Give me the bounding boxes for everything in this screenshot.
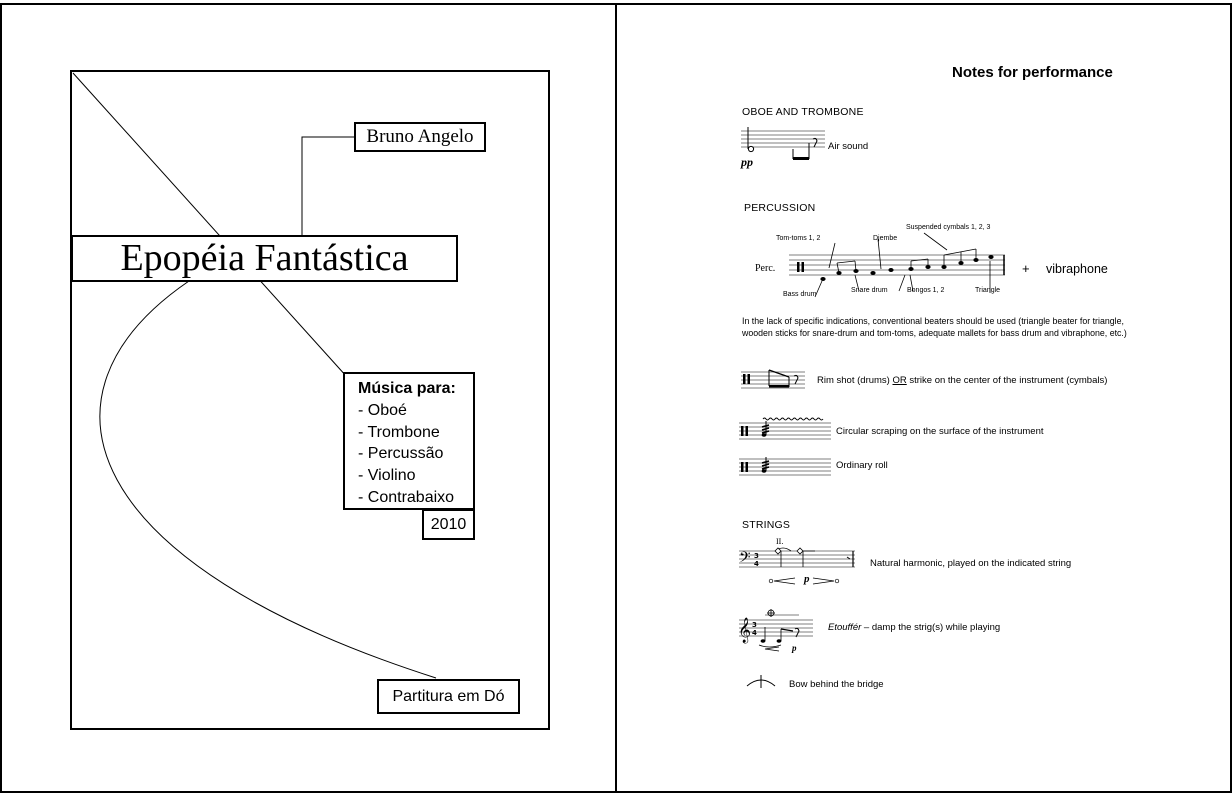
svg-text:4: 4	[754, 560, 759, 568]
perc-staff-label: Perc.	[755, 263, 776, 274]
cover-decoration	[2, 5, 619, 795]
label-djembe: Djembe	[873, 235, 898, 242]
circular-scraping-text: Circular scraping on the surface of the instrument	[836, 426, 1044, 437]
etouffer-text	[828, 622, 1000, 633]
rim-shot-or: OR	[892, 375, 907, 386]
label-bongos: Bongos 1, 2	[907, 287, 945, 294]
label-suspended-cymbals: Suspended cymbals 1, 2, 3	[906, 224, 991, 231]
plus-sign: +	[1022, 261, 1030, 276]
air-sound-dynamic: pp	[741, 155, 753, 169]
etouffer-notation	[737, 605, 817, 653]
etouffer-dynamic: p	[792, 643, 797, 653]
instrumentation-box	[343, 372, 475, 510]
work-title: Epopéia Fantástica	[71, 235, 458, 282]
ordinary-roll-text: Ordinary roll	[836, 460, 888, 471]
notes-page	[615, 3, 1232, 793]
notes-title: Notes for performance	[952, 64, 1113, 81]
circular-scraping-notation	[737, 417, 837, 443]
instrument-trombone: - Trombone	[358, 423, 440, 441]
instrumentation-heading: Música para:	[358, 380, 456, 397]
cover-page	[0, 3, 617, 793]
rim-shot-notation	[739, 368, 809, 392]
percussion-notation	[787, 241, 1027, 311]
air-sound-label: Air sound	[828, 141, 869, 152]
rim-shot-text	[817, 375, 1107, 386]
label-snare-drum: Snare drum	[851, 287, 888, 294]
label-triangle: Triangle	[975, 287, 1001, 294]
composer-name: Bruno Angelo	[354, 122, 486, 152]
svg-text:3: 3	[754, 552, 759, 560]
percussion-heading: PERCUSSION	[744, 202, 816, 214]
natural-harmonic-text: Natural harmonic, played on the indicated string	[870, 558, 1072, 569]
svg-text:𝄞: 𝄞	[738, 618, 752, 643]
label-bass-drum: Bass drum	[783, 291, 817, 298]
bow-bridge-text: Bow behind the bridge	[789, 679, 884, 690]
bow-bridge-icon	[745, 673, 779, 689]
etouffer-desc: – damp the strig(s) while playing	[861, 622, 1001, 633]
beaters-text-line2: wooden sticks for snare-drum and tom-toms, adequate mallets for bass drum and vibraphone, etc.)	[742, 328, 1127, 338]
score-type-box: Partitura em Dó	[377, 679, 520, 714]
instrument-percussion: - Percussão	[358, 445, 444, 463]
ordinary-roll-notation	[737, 455, 837, 481]
natural-harmonic-notation	[737, 545, 862, 587]
svg-text:𝄢: 𝄢	[739, 549, 751, 570]
natural-harmonic-dynamic: p	[804, 573, 810, 585]
instrument-oboe: - Oboé	[358, 401, 407, 419]
year-box: 2010	[422, 509, 475, 540]
oboe-trombone-heading: OBOE AND TROMBONE	[742, 106, 864, 118]
beaters-text-line1: In the lack of specific indications, conventional beaters should be used (triangle beater for triangle,	[742, 316, 1124, 326]
rim-shot-text-b: strike on the center of the instrument (cymbals)	[906, 375, 1108, 386]
svg-text:4: 4	[752, 629, 757, 637]
vibraphone-label: vibraphone	[1046, 262, 1108, 276]
rim-shot-text-a: Rim shot (drums)	[817, 375, 893, 386]
strings-heading: STRINGS	[742, 519, 791, 531]
etouffer-term: Etouffér	[828, 622, 862, 633]
svg-text:3: 3	[752, 621, 757, 629]
instrument-double-bass: - Contrabaixo	[358, 488, 455, 506]
string-number: II.	[776, 537, 784, 546]
label-tom-toms: Tom-toms 1, 2	[776, 235, 821, 242]
instrument-violin: - Violino	[358, 467, 416, 485]
